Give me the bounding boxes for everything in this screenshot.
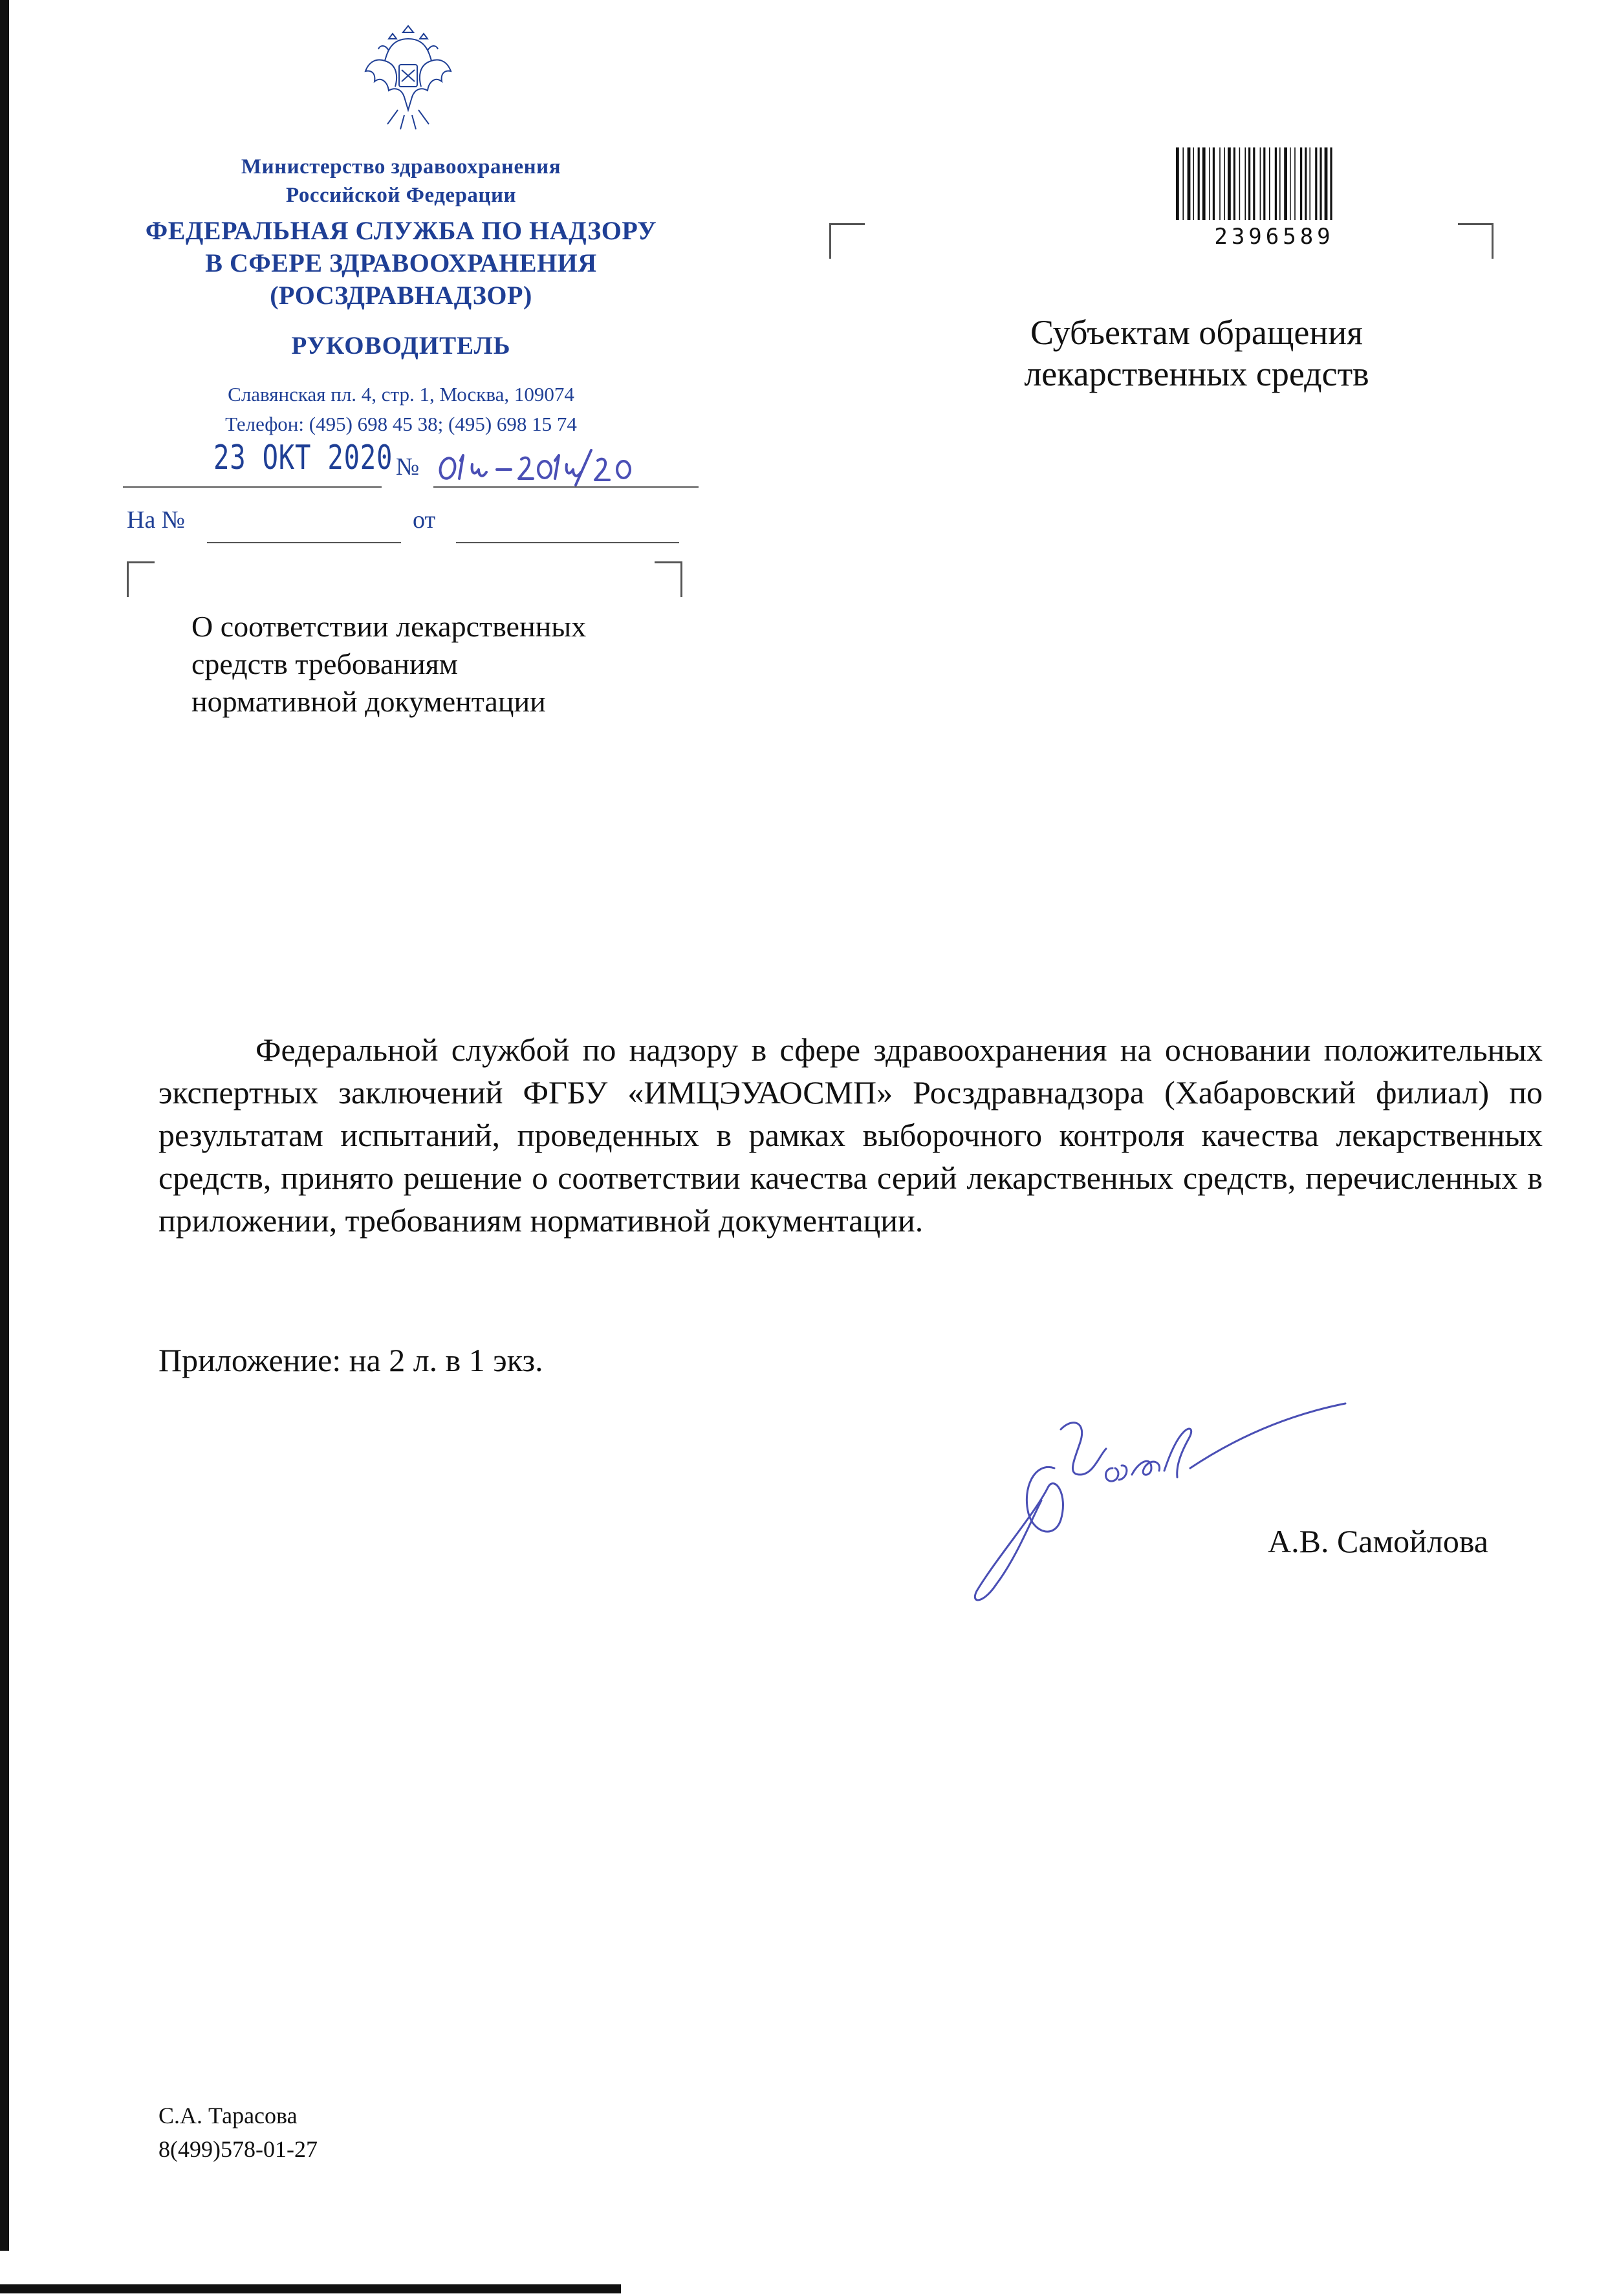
number-label: №: [396, 453, 420, 481]
barcode-bar: [1209, 147, 1210, 220]
addressee-bracket-right: [1458, 223, 1494, 259]
barcode-bar: [1290, 147, 1291, 220]
barcode-bar: [1305, 147, 1307, 220]
barcode: [1176, 147, 1373, 220]
head-role: РУКОВОДИТЕЛЬ: [291, 332, 511, 360]
address-block: [91, 380, 712, 439]
signer-name: А.В. Самойлова: [1268, 1523, 1488, 1559]
coat-of-arms-emblem: [359, 19, 457, 135]
barcode-bar: [1269, 147, 1270, 220]
barcode-bar: [1294, 147, 1296, 220]
barcode-bar: [1202, 147, 1206, 220]
barcode-bar: [1176, 147, 1179, 220]
barcode-bar: [1213, 147, 1215, 220]
barcode-bar: [1300, 147, 1302, 220]
reference-number-underline: [207, 542, 401, 543]
barcode-bar: [1198, 147, 1200, 220]
letter-subject: О соответствии лекарственных средств требованиям нормативной документации: [191, 610, 587, 718]
subject-bracket-right: [655, 561, 682, 597]
barcode-bar: [1284, 147, 1287, 220]
handwritten-registration-number: [435, 441, 706, 486]
phone-line: Телефон: (495) 698 45 38; (495) 698 15 74: [225, 413, 577, 435]
date-underline: [123, 486, 382, 488]
barcode-bar: [1182, 147, 1184, 220]
barcode-bar: [1233, 147, 1235, 220]
barcode-bar: [1219, 147, 1221, 220]
reference-number-label: На №: [127, 506, 186, 534]
reference-date-label: от: [413, 506, 436, 534]
barcode-bar: [1193, 147, 1194, 220]
addressee-bracket-left: [829, 223, 865, 259]
barcode-bar: [1224, 147, 1225, 220]
barcode-bar: [1325, 147, 1328, 220]
barcode-bar: [1239, 147, 1241, 220]
addressee: Субъектам обращения лекарственных средств: [1024, 313, 1369, 393]
barcode-bar: [1228, 147, 1231, 220]
barcode-bar: [1248, 147, 1250, 220]
service-name: ФЕДЕРАЛЬНАЯ СЛУЖБА ПО НАДЗОРУ В СФЕРЕ ЗДРАВООХРАНЕНИЯ (РОСЗДРАВНАДЗОР): [145, 216, 657, 310]
barcode-bar: [1320, 147, 1321, 220]
barcode-bar: [1309, 147, 1310, 220]
attachment-note: Приложение: на 2 л. в 1 экз.: [158, 1342, 543, 1378]
registration-date-stamp: 23 ОКТ 2020: [213, 439, 393, 477]
executor-name: С.А. Тарасова: [158, 2103, 298, 2128]
barcode-bar: [1244, 147, 1246, 220]
scan-edge-left: [0, 0, 9, 2251]
barcode-bar: [1275, 147, 1277, 220]
address-line: Славянская пл. 4, стр. 1, Москва, 109074: [228, 383, 574, 406]
barcode-bar: [1188, 147, 1191, 220]
number-underline: [433, 486, 699, 488]
barcode-bar: [1330, 147, 1332, 220]
barcode-bar: [1260, 147, 1261, 220]
barcode-bar: [1315, 147, 1317, 220]
ministry-name: Министерство здравоохранения Российской Федерации: [241, 155, 561, 207]
barcode-bar: [1263, 147, 1265, 220]
barcode-bar: [1253, 147, 1255, 220]
reference-date-underline: [456, 542, 679, 543]
subject-bracket-left: [127, 561, 155, 597]
barcode-number: 2396589: [1214, 224, 1334, 250]
handwritten-signature: [957, 1391, 1384, 1610]
barcode-bar: [1279, 147, 1281, 220]
letter-body: Федеральной службой по надзору в сфере здравоохранения на основании положительных экспертных заключений ФГБУ «ИМЦЭУАОСМП» Росздравнадзора (Хабаровский филиал) по результатам испытаний, проведенных в рамках выборочного контроля качества лекарственных средств, принято решение о соответствии качества серий лекарственных средств, перечисленных в приложении, требованиям нормативной документации.: [158, 1032, 1543, 1239]
scan-edge-bottom: [0, 2284, 621, 2293]
executor-phone: 8(499)578-01-27: [158, 2136, 318, 2162]
